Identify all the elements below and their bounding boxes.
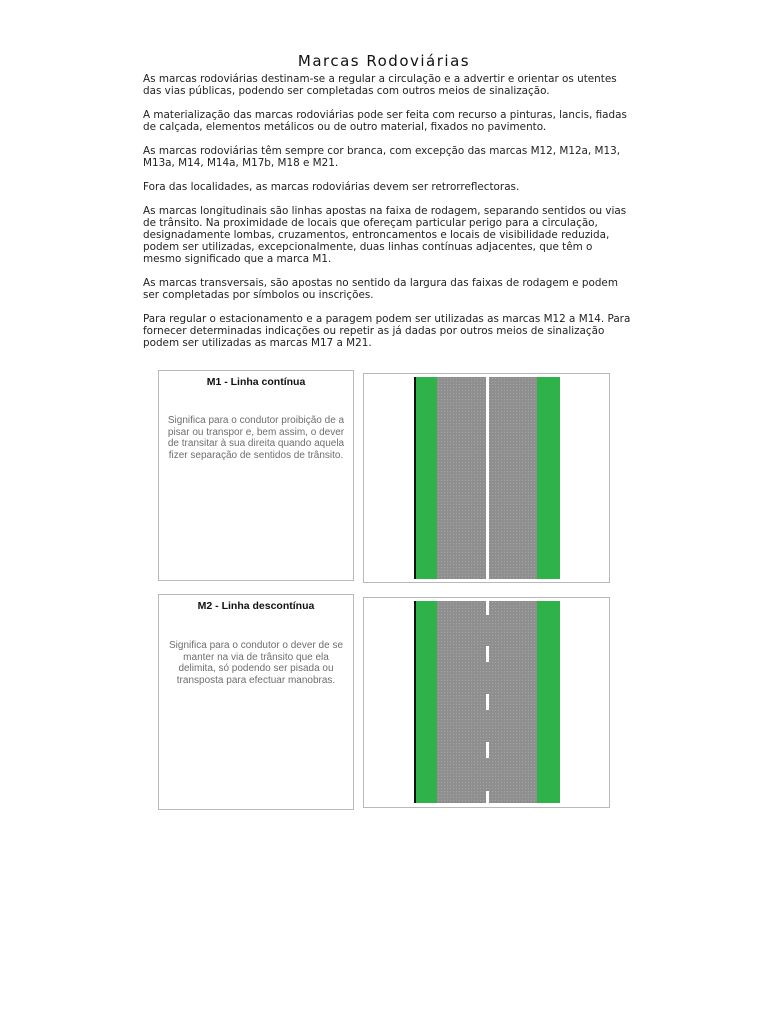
page-title: Marcas Rodoviárias: [297, 52, 471, 70]
road-dashed-line-icon: [414, 601, 560, 803]
paragraph: A materialização das marcas rodoviárias pode ser feita com recurso a pinturas, lancis, fiadas de calçada, elementos metálicos ou de outro material, fixados no pavimento.: [143, 109, 627, 133]
paragraph: As marcas transversais, são apostas no sentido da largura das faixas de rodagem e podem ser completadas por símbolos ou inscrições.: [143, 277, 618, 301]
road-illustration-m1: [363, 373, 610, 583]
mark-description-m2: Significa para o condutor o dever de se manter na via de trânsito que ela delimita, só podendo ser pisada ou transposta para efectuar manobras.: [169, 640, 343, 686]
verge-left: [416, 601, 438, 803]
dashed-line-segment: [486, 694, 489, 710]
mark-card-m1: [158, 370, 354, 581]
verge-left: [416, 377, 438, 579]
mark-card-m2: [158, 594, 354, 810]
road-illustration-m2: [363, 597, 610, 808]
verge-right: [537, 601, 560, 803]
paragraph: As marcas longitudinais são linhas apostas na faixa de rodagem, separando sentidos ou vias de trânsito. Na proximidade de locais que ofereçam particular perigo para a circulação, designadamente lombas, cruzamentos, entroncamentos e locais de visibilidade reduzida, podem ser utilizadas, excepcionalmente, duas linhas contínuas adjacentes, que têm o mesmo significado que a marca M1.: [143, 205, 627, 265]
paragraph: As marcas rodoviárias têm sempre cor branca, com excepção das marcas M12, M12a, M13, M13a, M14, M14a, M17b, M18 e M21.: [143, 145, 621, 169]
verge-right: [537, 377, 560, 579]
mark-title-m1: M1 - Linha contínua: [206, 376, 306, 388]
paragraph: Para regular o estacionamento e a paragem podem ser utilizadas as marcas M12 a M14. Para fornecer determinadas indicações ou repetir as já dadas por outros meios de sinalização podem ser utilizadas as marcas M17 a M21.: [143, 313, 631, 349]
continuous-center-line: [486, 377, 489, 579]
road-continuous-line-icon: [414, 377, 560, 579]
dashed-line-segment: [486, 742, 489, 758]
dashed-line-segment: [486, 646, 489, 662]
mark-title-m2: M2 - Linha descontínua: [197, 600, 315, 612]
dashed-line-segment: [486, 601, 489, 615]
dashed-line-segment: [486, 791, 489, 803]
mark-description-m1: Significa para o condutor proibição de a pisar ou transpor e, bem assim, o dever de transitar à sua direita quando aquela fizer separação de sentidos de trânsito.: [167, 415, 345, 461]
paragraph: Fora das localidades, as marcas rodoviárias devem ser retrorreflectoras.: [143, 181, 520, 193]
intro-text: [143, 73, 633, 361]
paragraph: As marcas rodoviárias destinam-se a regular a circulação e a advertir e orientar os utentes das vias públicas, podendo ser completadas com outros meios de sinalização.: [143, 73, 617, 97]
